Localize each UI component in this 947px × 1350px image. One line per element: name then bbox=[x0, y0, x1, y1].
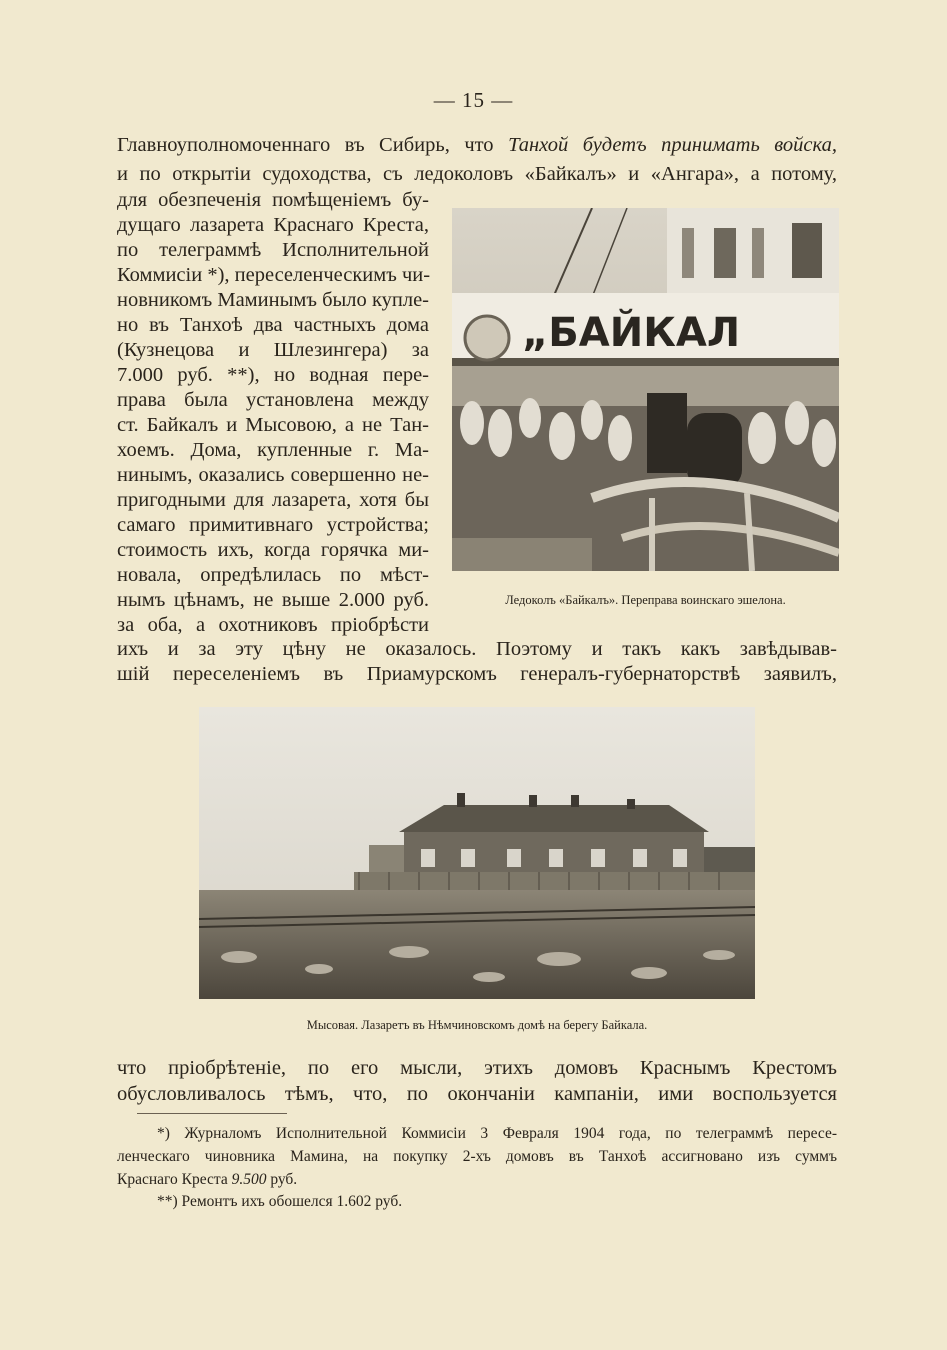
body-line: Главноуполномоченнаго въ Сибирь, что Танхой будетъ принимать войска, bbox=[117, 134, 837, 156]
footnote-line: ленческаго чиновника Мамина, на покупку 2-хъ домовъ въ Танхоѣ ассигновано изъ суммъ bbox=[117, 1148, 837, 1165]
body-line: шій переселеніемъ въ Приамурскомъ генералъ-губернаторствѣ заявилъ, bbox=[117, 663, 837, 685]
body-line: хоемъ. Дома, купленные г. Ма- bbox=[117, 439, 429, 461]
body-line: Коммисіи *), переселенческимъ чи- bbox=[117, 264, 431, 286]
body-line: права была установлена между bbox=[117, 389, 429, 411]
body-line: но въ Танхоѣ два частныхъ дома bbox=[117, 314, 429, 336]
body-line: дущаго лазарета Краснаго Креста, bbox=[117, 214, 429, 236]
hospital-house-photo bbox=[199, 707, 755, 999]
ship-name-sign: „БАЙКАЛ bbox=[522, 310, 741, 356]
photo-caption: Мысовая. Лазаретъ въ Нѣмчиновскомъ домѣ на берегу Байкала. bbox=[306, 1018, 648, 1032]
body-line: пригодными для лазарета, хотя бы bbox=[117, 489, 429, 511]
body-line: новала, опредѣлилась по мѣст- bbox=[117, 564, 429, 586]
body-line: самаго примитивнаго устройства; bbox=[117, 514, 429, 536]
footnote-rule bbox=[137, 1113, 287, 1114]
icebreaker-photo bbox=[452, 208, 839, 571]
body-line: и по открытіи судоходства, съ ледоколовъ «Байкалъ» и «Ангара», а потому, bbox=[117, 163, 837, 185]
photo-caption: Ледоколъ «Байкалъ». Переправа воинскаго эшелона. bbox=[505, 593, 786, 607]
body-line: 7.000 руб. **), но водная пере- bbox=[117, 364, 429, 386]
body-line: обусловливалось тѣмъ, что, по окончаніи кампаніи, ими воспользуется bbox=[117, 1083, 837, 1105]
footnote-line: **) Ремонтъ ихъ обошелся 1.602 руб. bbox=[157, 1193, 403, 1210]
body-line: (Кузнецова и Шлезингера) за bbox=[117, 339, 429, 361]
body-line: по телеграммѣ Исполнительной bbox=[117, 239, 429, 261]
page-number: — 15 — bbox=[433, 88, 514, 112]
body-line: ст. Байкалъ и Мысовою, а не Тан- bbox=[117, 414, 429, 436]
body-line: за оба, а охотниковъ пріобрѣсти bbox=[117, 614, 429, 636]
footnote-line: Краснаго Креста 9.500 руб. bbox=[117, 1171, 298, 1188]
body-line: что пріобрѣтеніе, по его мысли, этихъ домовъ Краснымъ Крестомъ bbox=[117, 1057, 837, 1079]
body-line: новникомъ Маминымъ было купле- bbox=[117, 289, 429, 311]
body-line: для обезпеченія помѣщеніемъ бу- bbox=[117, 189, 429, 211]
footnote-line: *) Журналомъ Исполнительной Коммисіи 3 Февраля 1904 года, по телеграммѣ пересе- bbox=[157, 1125, 837, 1142]
body-line: нымъ цѣнамъ, не выше 2.000 руб. bbox=[117, 589, 429, 611]
body-line: нинымъ, оказались совершенно не- bbox=[117, 464, 429, 486]
body-line: ихъ и за эту цѣну не оказалось. Поэтому и такъ какъ завѣдывав- bbox=[117, 638, 837, 660]
body-line: стоимость ихъ, когда горячка ми- bbox=[117, 539, 429, 561]
